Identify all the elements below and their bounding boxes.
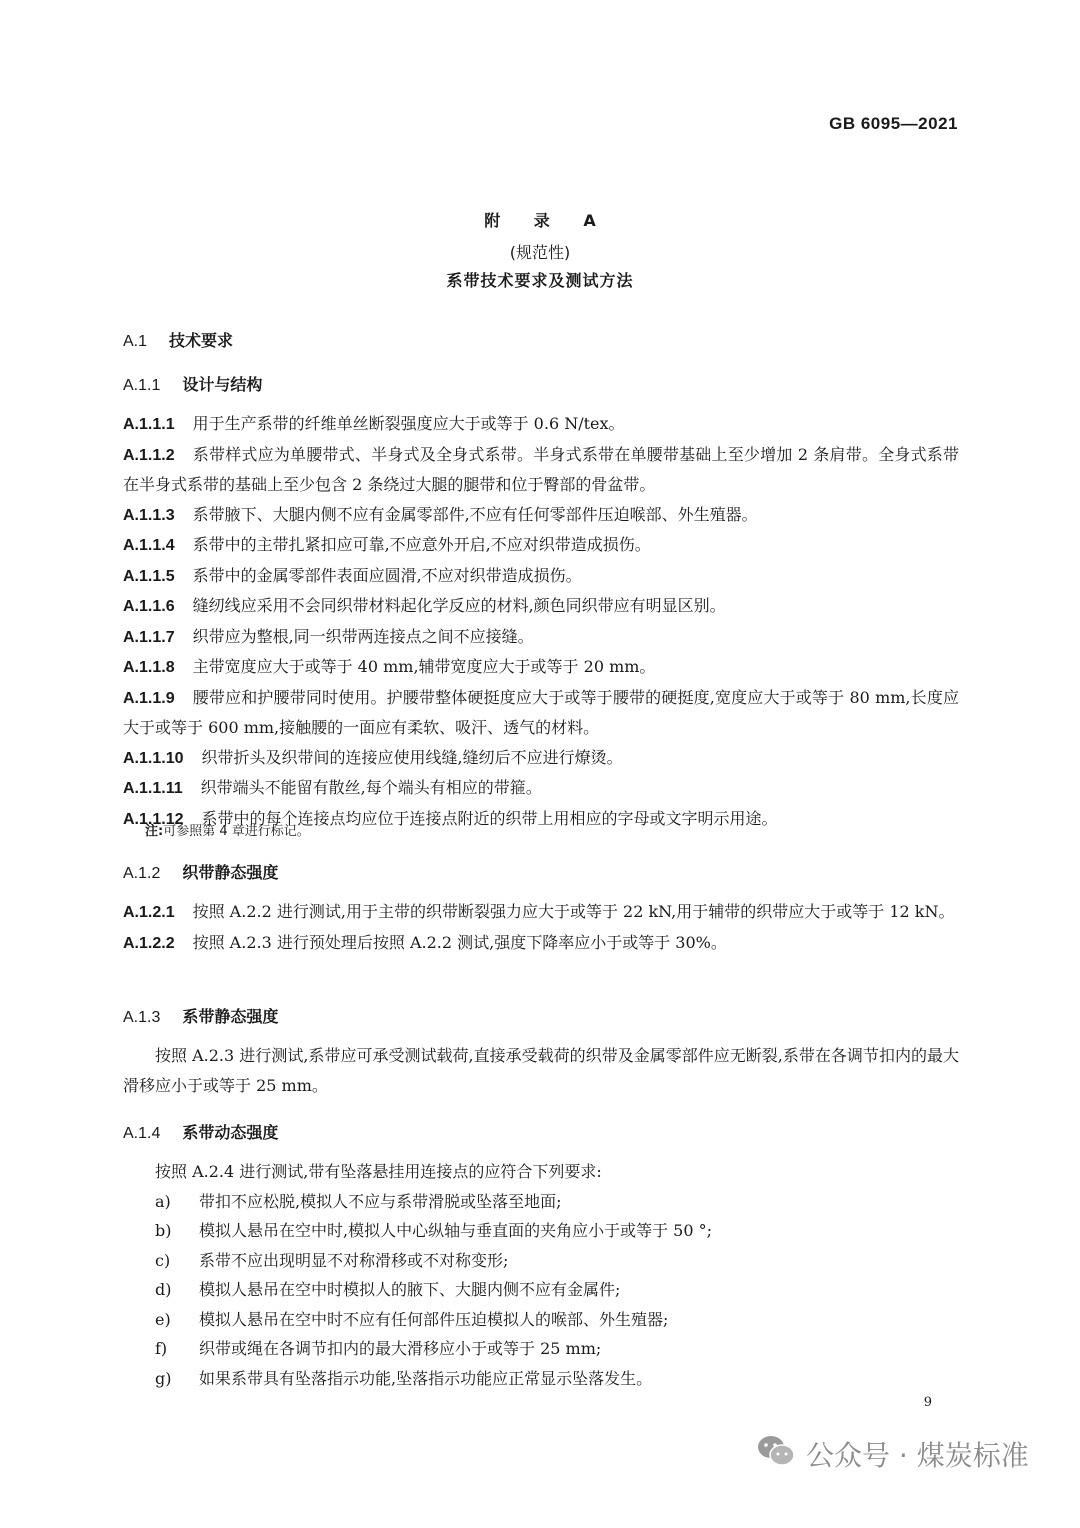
section-title: 技术要求: [169, 331, 234, 350]
clauses-a12: [123, 897, 959, 958]
section-number: A.1.3: [123, 1009, 161, 1026]
clause-number: A.1.1.9: [123, 689, 175, 707]
clause-number: A.1.1.1: [123, 416, 175, 433]
appendix-type: (规范性): [509, 243, 571, 262]
clause: [123, 591, 959, 622]
list-label: g): [155, 1368, 172, 1388]
clause: [123, 561, 959, 592]
list-text: 模拟人悬吊在空中时,模拟人中心纵轴与垂直面的夹角应小于或等于 50 °;: [199, 1221, 713, 1240]
section-number: A.1: [123, 333, 148, 350]
clause: [123, 440, 959, 500]
clause-number: A.1.2.1: [123, 904, 175, 921]
section-number: A.1.2: [123, 865, 161, 882]
clause: [123, 622, 959, 653]
watermark: [756, 1432, 1029, 1476]
clause-text: 系带中的主带扎紧扣应可靠,不应意外开启,不应对织带造成损伤。: [192, 535, 651, 554]
clause: [123, 652, 959, 683]
section-heading-a12: [123, 860, 278, 883]
a13-body: [123, 1041, 959, 1100]
clause: [123, 683, 959, 743]
clause-number: A.1.1.3: [123, 506, 175, 524]
list-text: 模拟人悬吊在空中时模拟人的腋下、大腿内侧不应有金属件;: [199, 1280, 621, 1299]
clause-number: A.1.1.12: [123, 810, 184, 828]
list-item: [123, 1334, 959, 1364]
section-heading-a11: [123, 372, 262, 395]
clauses-a11: [123, 409, 959, 834]
list-item: [123, 1275, 959, 1305]
clause-text: 织带端头不能留有散丝,每个端头有相应的带箍。: [200, 778, 542, 797]
clause-text: 系带腋下、大腿内侧不应有金属零部件,不应有任何零部件压迫喉部、外生殖器。: [192, 504, 758, 524]
wechat-icon: [756, 1434, 796, 1475]
note-label: 注:: [145, 824, 164, 839]
note-text: 可参照第 4 章进行标记。: [163, 824, 310, 839]
section-number: A.1.4: [123, 1125, 161, 1142]
list-item: [123, 1216, 959, 1246]
section-heading-a1: [123, 328, 233, 351]
list-item: [123, 1246, 959, 1276]
clause-text: 织带应为整根,同一织带两连接点之间不应接缝。: [192, 626, 534, 646]
section-title: 系带静态强度: [182, 1007, 279, 1026]
section-number: A.1.1: [123, 377, 161, 394]
clause: [123, 743, 959, 774]
list-text: 织带或绳在各调节扣内的最大滑移应小于或等于 25 mm;: [199, 1339, 602, 1358]
clause-text: 用于生产系带的纤维单丝断裂强度应大于或等于 0.6 N/tex。: [192, 414, 625, 433]
section-title: 设计与结构: [182, 375, 263, 394]
a14-body: [123, 1157, 959, 1393]
clause-number: A.1.2.2: [123, 934, 175, 952]
clause-number: A.1.1.10: [123, 749, 184, 767]
clause-number: A.1.1.8: [123, 659, 175, 676]
clause: [123, 773, 959, 804]
list-label: f): [155, 1339, 168, 1358]
clause-text: 缝纫线应采用不会同织带材料起化学反应的材料,颜色同织带应有明显区别。: [192, 596, 726, 615]
clause: [123, 500, 959, 531]
note: [145, 820, 310, 839]
clause-number: A.1.1.5: [123, 567, 175, 585]
list-label: b): [155, 1221, 172, 1240]
clause-text: 系带中的每个连接点均应位于连接点附近的织带上用相应的字母或文字明示用途。: [201, 808, 778, 828]
clause: [123, 897, 959, 928]
clause-text: 织带折头及织带间的连接应使用线缝,缝纫后不应进行燎烫。: [201, 747, 623, 767]
section-heading-a13: [123, 1004, 278, 1027]
list-item: [123, 1364, 959, 1394]
list-text: 如果系带具有坠落指示功能,坠落指示功能应正常显示坠落发生。: [199, 1368, 653, 1388]
list-label: d): [155, 1280, 172, 1299]
clause-text: 按照 A.2.3 进行预处理后按照 A.2.2 测试,强度下降率应小于或等于 30%。: [192, 932, 727, 952]
page-number: 9: [923, 1395, 932, 1410]
section-title: 系带动态强度: [182, 1123, 279, 1142]
clause: [123, 928, 959, 959]
list-item: [123, 1187, 959, 1217]
appendix-title: 附 录 A: [484, 211, 610, 230]
clause-number: A.1.1.2: [123, 446, 175, 464]
section-heading-a14: [123, 1120, 278, 1143]
list-text: 模拟人悬吊在空中时不应有任何部件压迫模拟人的喉部、外生殖器;: [199, 1309, 669, 1329]
list-text: 带扣不应松脱,模拟人不应与系带滑脱或坠落至地面;: [199, 1191, 562, 1211]
section-title: 织带静态强度: [182, 863, 279, 882]
paragraph: 按照 A.2.3 进行测试,系带应可承受测试载荷,直接承受载荷的织带及金属零部件应无断裂,系带在各调节扣内的最大滑移应小于或等于 25 mm。: [123, 1046, 959, 1095]
clause-text: 按照 A.2.2 进行测试,用于主带的织带断裂强力应大于或等于 22 kN,用于辅带的织带应大于或等于 12 kN。: [192, 902, 955, 921]
clause-number: A.1.1.11: [123, 780, 183, 797]
clause: [123, 409, 959, 440]
appendix-name: 系带技术要求及测试方法: [446, 271, 634, 290]
list-label: e): [155, 1309, 171, 1329]
list-item: [123, 1305, 959, 1335]
clause-text: 系带中的金属零部件表面应圆滑,不应对织带造成损伤。: [192, 565, 582, 585]
document-number: GB 6095—2021: [829, 114, 958, 133]
clause-text: 腰带应和护腰带同时使用。护腰带整体硬挺度应大于或等于腰带的硬挺度,宽度应大于或等于 80 mm,长度应大于或等于 600 mm,接触腰的一面应有柔软、吸汗、透气的材料。: [123, 687, 959, 737]
clause: [123, 530, 959, 561]
list-label: c): [155, 1250, 171, 1270]
list-label: a): [155, 1191, 171, 1211]
list-text: 系带不应出现明显不对称滑移或不对称变形;: [199, 1250, 509, 1270]
clause-number: A.1.1.4: [123, 537, 175, 554]
clause-number: A.1.1.7: [123, 628, 175, 646]
paragraph: 按照 A.2.4 进行测试,带有坠落悬挂用连接点的应符合下列要求:: [155, 1162, 602, 1181]
clause-number: A.1.1.6: [123, 598, 175, 615]
watermark-text: 公众号 · 煤炭标准: [806, 1439, 1029, 1472]
clause-text: 系带样式应为单腰带式、半身式及全身式系带。半身式系带在单腰带基础上至少增加 2 条肩带。全身式系带在半身式系带的基础上至少包含 2 条绕过大腿的腿带和位于臀部的骨盆带。: [123, 444, 959, 494]
clause-text: 主带宽度应大于或等于 40 mm,辅带宽度应大于或等于 20 mm。: [192, 657, 656, 676]
